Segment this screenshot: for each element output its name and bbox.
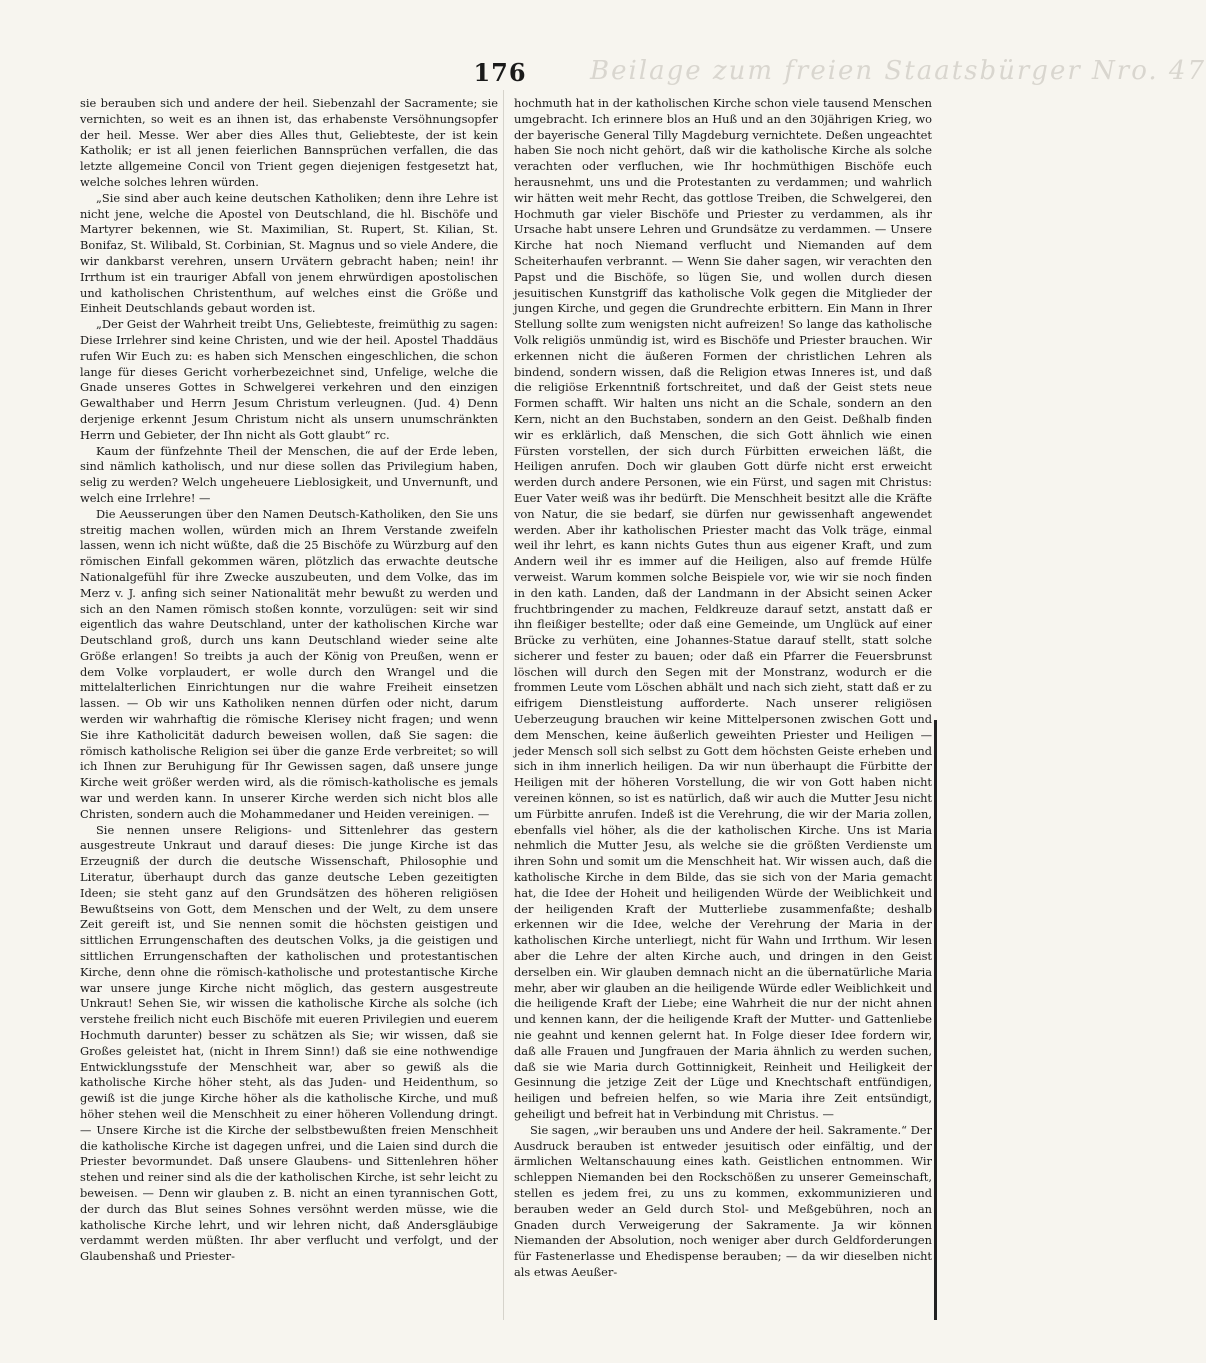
paragraph: „Der Geist der Wahrheit treibt Uns, Geliebteste, freimüthig zu sagen: Diese Irrlehrer sind keine Christen, und wie der heil. Apostel Thaddäus rufen Wir Euch zu: es haben sich Menschen eingeschlichen, die schon lange für dieses Gericht vorherbezeichnet sind, Unfelige, welche die Gnade unseres Gottes in Schwelgerei verkehren und den einzigen Gewalthaber und Herrn Jesum Christum verleugnen. (Jud. 4) Denn derjenige erkennt Jesum Christum nicht als unsern unumschränkten Herrn und Gebieter, der Ihn nicht als Gott glaubt“ rc. xyxy=(80,317,498,442)
page-number: 176 xyxy=(473,58,527,87)
margin-rule xyxy=(934,720,937,1320)
paragraph: Die Aeusserungen über den Namen Deutsch-Katholiken, den Sie uns streitig machen wollen, würden mich an Ihrem Verstande zweifeln lassen, wenn ich nicht wüßte, daß die 25 Bischöfe zu Würzburg auf den römischen Einfall gekommen wären, plötzlich das erwachte deutsche Nationalgefühl für ihre Zwecke auszubeuten, und dem Volke, das im Merz v. J. anfing sich seiner Nationalität mehr bewußt zu werden und sich an den Namen römisch stoßen konnte, vorzulügen: seit wir sind eigentlich das wahre Deutschland, unter der katholischen Kirche war Deutschland groß, durch uns kann Deutschland wieder seine alte Größe erlangen! So treibts ja auch der König von Preußen, wenn er dem Volke vorplaudert, er wolle durch den Wrangel und die mittelalterlichen Einrichtungen nur die wahre Freiheit einsetzen lassen. — Ob wir uns Katholiken nennen dürfen oder nicht, darum werden wir wahrhaftig die römische Klerisey nicht fragen; und wenn Sie ihre Katholicität dadurch beweisen wollen, daß Sie sagen: die römisch katholische Religion sei über die ganze Erde verbreitet; so will ich Ihnen zur Beruhigung für Ihr Gewissen sagen, daß unsere junge Kirche weit größer werden wird, als die römisch-katholische es jemals war und werden kann. In unserer Kirche werden sich nicht blos alle Christen, sondern auch die Mohammedaner und Heiden vereinigen. — xyxy=(80,506,498,821)
paragraph: Sie sagen, „wir berauben uns und Andere der heil. Sakramente.“ Der Ausdruck berauben ist entweder jesuitisch oder einfältig, und der ärmlichen Weltanschauung eines kath. Geistlichen entnommen. Wir schleppen Niemanden bei den Rockschößen zu unserer Gemeinschaft, stellen es jedem frei, zu uns zu kommen, exkommunizieren und berauben weder an Geld durch Stol- und Meßgebühren, noch an Gnaden durch Verweigerung der Sakramente. Ja wir können Niemanden der Absolution, noch weniger aber durch Geldforderungen für Fastenerlasse und Ehedispense berauben; — da wir dieselben nicht als etwas Aeußer- xyxy=(514,1122,932,1279)
paragraph: sie berauben sich und andere der heil. Siebenzahl der Sacramente; sie vernichten, so weit es an ihnen ist, das erhabenste Versöhnungsopfer der heil. Messe. Wer aber dies Alles thut, Geliebteste, der ist kein Katholik; er ist all jenen feierlichen Bannsprüchen verfallen, die das letzte allgemeine Concil von Trient gegen diejenigen festgesetzt hat, welche solches lehren würden. xyxy=(80,96,498,189)
paragraph: Sie nennen unsere Religions- und Sittenlehrer das gestern ausgestreute Unkraut und darauf dieses: Die junge Kirche ist das Erzeugniß der durch die deutsche Wissenschaft, Philosophie und Literatur, überhaupt durch das ganze deutsche Leben gezeitigten Ideen; sie steht ganz auf den Grundsätzen des höheren religiösen Bewußtseins von Gott, dem Menschen und der Welt, zu dem unsere Zeit gereift ist, und Sie nennen somit die höchsten geistigen und sittlichen Errungenschaften des deutschen Volks, ja die geistigen und sittlichen Errungenschaften der katholischen und protestantischen Kirche, denn ohne die römisch-katholische und protestantische Kirche war unsere junge Kirche nicht möglich, das gestern ausgestreute Unkraut! Sehen Sie, wir wissen die katholische Kirche als solche (ich verstehe freilich nicht euch Bischöfe mit eueren Privilegien und euerem Hochmuth darunter) besser zu schätzen als Sie; wir wissen, daß sie Großes geleistet hat, (nicht in Ihrem Sinn!) daß sie eine nothwendige Entwicklungsstufe der Menschheit war, aber so gewiß als die katholische Kirche höher steht, als das Juden- und Heidenthum, so gewiß ist die junge Kirche höher als die katholische Kirche, und muß höher stehen weil die Menschheit zu einer höheren Vollendung dringt. — Unsere Kirche ist die Kirche der selbstbewußten freien Menschheit die katholische Kirche ist dagegen unfrei, und die Laien sind durch die Priester bevormundet. Daß unsere Glaubens- und Sittenlehren höher stehen und reiner sind als die der katholischen Kirche, ist sehr leicht zu beweisen. — Denn wir glauben z. B. nicht an einen tyrannischen Gott, der durch das Blut seines Sohnes versöhnt werden müsse, wie die katholische Kirche lehrt, und wir lehren nicht, daß Andersgläubige verdammt werden müßten. Ihr aber verflucht und verfolgt, und der Glaubenshaß und Priester- xyxy=(80,822,498,1264)
paragraph: „Sie sind aber auch keine deutschen Katholiken; denn ihre Lehre ist nicht jene, welche die Apostel von Deutschland, die hl. Bischöfe und Martyrer bekennen, wie St. Maximilian, St. Rupert, St. Kilian, St. Bonifaz, St. Wilibald, St. Corbinian, St. Magnus und so viele Andere, die wir dankbarst verehren, unsern Urvätern gebracht haben; nein! ihr Irrthum ist ein trauriger Abfall von jenem ehrwürdigen apostolischen und katholischen Christenthum, auf welches einst die Größe und Einheit Deutschlands gebaut worden ist. xyxy=(80,190,498,316)
scan-edge xyxy=(503,90,504,1320)
right-column xyxy=(514,96,932,1316)
ghost-header: Beilage zum freien Staatsbürger Nro. 47 xyxy=(590,56,1206,86)
left-column xyxy=(80,96,498,1316)
paragraph: hochmuth hat in der katholischen Kirche schon viele tausend Menschen umgebracht. Ich erinnere blos an Huß und an den 30jährigen Krieg, wo der bayerische General Tilly Magdeburg vernichtete. Deßen ungeachtet haben Sie noch nicht gehört, daß wir die katholische Kirche als solche verachten oder verfluchen, wie Ihr hochmüthigen Bischöfe euch herausnehmt, uns und die Protestanten zu verdammen; und wahrlich wir hätten weit mehr Recht, das gottlose Treiben, die Schwelgerei, den Hochmuth gar vieler Bischöfe und Priester zu verdammen, als ihr Ursache habt unsere Lehren und Grundsätze zu verdammen. — Unsere Kirche hat noch Niemand verflucht und Niemanden auf dem Scheiterhaufen verbrannt. — Wenn Sie daher sagen, wir verachten den Papst und die Bischöfe, so lügen Sie, und wollen durch diesen jesuitischen Kunstgriff das katholische Volk gegen die Mitglieder der jungen Kirche, und gegen die Grundrechte erbittern. Ein Mann in Ihrer Stellung sollte zum wenigsten nicht aufreizen! So lange das katholische Volk religiös unmündig ist, wird es Bischöfe und Priester brauchen. Wir erkennen nicht die äußeren Formen der christlichen Lehren als bindend, sondern wissen, daß die Religion etwas Inneres ist, und daß die religiöse Erkenntniß fortschreitet, und daß der Geist stets neue Formen schafft. Wir halten uns nicht an die Schale, sondern an den Kern, nicht an den Buchstaben, sondern an den Geist. Deßhalb finden wir es erklärlich, daß Menschen, die sich Gott ähnlich wie einen Fürsten vorstellen, der sich durch Fürbitten erweichen läßt, die Heiligen anrufen. Doch wir glauben Gott dürfe nicht erst erweicht werden durch andere Personen, wie ein Fürst, und sagen mit Christus: Euer Vater weiß was ihr bedürft. Die Menschheit besitzt alle die Kräfte von Natur, die sie bedarf, sie dürfen nur gewissenhaft angewendet werden. Aber ihr katholischen Priester macht das Volk träge, einmal weil ihr lehrt, es kann nichts Gutes thun aus eigener Kraft, und zum Andern weil ihr es immer auf die Heiligen, also auf fremde Hülfe verweist. Warum kommen solche Beispiele vor, wie wir sie noch finden in den kath. Landen, daß der Landmann in der Absicht seinen Acker fruchtbringender zu machen, Feldkreuze darauf setzt, anstatt daß er ihn fleißiger bestellte; oder daß eine Gemeinde, um Unglück auf einer Brücke zu verhüten, eine Johannes-Statue darauf stellt, statt solche sicherer und fester zu bauen; oder daß ein Pfarrer die Feuersbrunst löschen will durch den Segen mit der Monstranz, wodurch er die frommen Leute vom Löschen abhält und nach sich zieht, statt daß er zu eifrigem Dienstleistung aufforderte. Nach unserer religiösen Ueberzeugung brauchen wir keine Mittelpersonen zwischen Gott und dem Menschen, keine äußerlich geweihten Priester und Heiligen — jeder Mensch soll sich selbst zu Gott dem höchsten Geiste erheben und sich in ihm innerlich heiligen. Da wir nun überhaupt die Fürbitte der Heiligen mit der höheren Vorstellung, die wir von Gott haben nicht vereinen können, so ist es natürlich, daß wir auch die Mutter Jesu nicht um Fürbitte anrufen. Indeß ist die Verehrung, die wir der Maria zollen, ebenfalls viel höher, als die der katholischen Kirche. Uns ist Maria nehmlich die Mutter Jesu, als welche sie die größten Verdienste um ihren Sohn und somit um die Menschheit hat. Wir wissen auch, daß die katholische Kirche in dem Bilde, das sie sich von der Maria gemacht hat, die Idee der Hoheit und heiligenden Würde der Weiblichkeit und der heiligenden Kraft der Mutterliebe zusammenfaßte; deshalb erkennen wir die Idee, welche der Verehrung der Maria in der katholischen Kirche unterliegt, nicht für Wahn und Irrthum. Wir lesen aber die Lehre der alten Kirche auch, und dringen in den Geist derselben ein. Wir glauben demnach nicht an die übernatürliche Maria mehr, aber wir glauben an die heiligende Würde edler Weiblichkeit und die heiligende Kraft der Liebe; eine Wahrheit die nur der nicht ahnen und kennen kann, der die heiligende Kraft der Mutter- und Gattenliebe nie geahnt und kennen gelernt hat. In Folge dieser Idee fordern wir, daß alle Frauen und Jungfrauen der Maria ähnlich zu werden suchen, daß sie wie Maria durch Gottinnigkeit, Reinheit und Heiligkeit der Gesinnung die jetzige Zeit der Lüge und Knechtschaft entfündigen, heiligen und befreien helfen, so wie Maria ihre Zeit entsündigt, geheiligt und befreit hat in Verbindung mit Christus. — xyxy=(514,96,932,1121)
paragraph: Kaum der fünfzehnte Theil der Menschen, die auf der Erde leben, sind nämlich katholisch, und nur diese sollen das Privilegium haben, selig zu werden? Welch ungeheuere Lieblosigkeit, und Unvernunft, und welch eine Irrlehre! — xyxy=(80,443,498,505)
